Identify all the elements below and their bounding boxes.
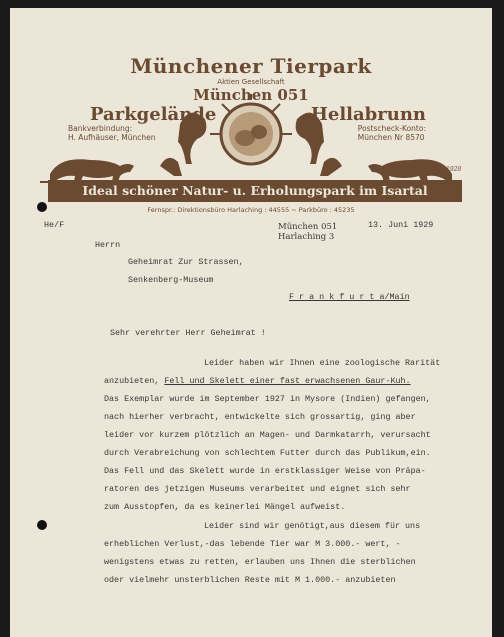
small-mark: 1928 — [446, 166, 462, 173]
body-text-underlined: Fell und Skelett einer fast erwachsenen Gaur-Kuh. — [164, 376, 411, 386]
body-line: Das Exemplar wurde im September 1927 in Mysore (Indien) gefangen, — [104, 394, 431, 404]
sender-place: München 051 — [278, 222, 338, 232]
punch-hole-icon — [37, 202, 47, 212]
recipient-city: F r a n k f u r t a/Main — [289, 292, 410, 302]
letterhead-city: München 051 — [193, 86, 309, 104]
punch-hole-icon — [37, 520, 47, 530]
body-line: erheblichen Verlust,-das lebende Tier war M 3.000.- wert, - — [104, 539, 401, 549]
reference: He/F — [44, 220, 65, 230]
addressee-name: Geheimrat Zur Strassen, — [128, 257, 244, 267]
letterhead-subtitle: Aktien Gesellschaft — [217, 78, 285, 86]
bank-info — [68, 124, 156, 142]
salutation: Sehr verehrter Herr Geheimrat ! — [110, 328, 266, 338]
body-line: leider vor kurzem plötzlich an Magen- und Darmkatarrh, verursacht — [104, 430, 431, 440]
bank-value: H. Aufhäuser, München — [68, 133, 156, 142]
body-line: wenigstens etwas zu retten, erlauben uns Ihnen die sterblichen — [104, 557, 416, 567]
phone-line: Fernspr.: Direktionsbüro Harlaching : 44555 ~ Parkbüro : 45235 — [147, 206, 355, 214]
letter-page — [10, 8, 492, 637]
letter-date: 13. Juni 1929 — [368, 220, 434, 230]
body-line: Leider haben wir Ihnen eine zoologische Rarität — [204, 358, 441, 368]
body-line: oder vielmehr unsterblichen Reste mit M 1.000.- anzubieten — [104, 575, 396, 585]
body-line: Leider sind wir genötigt,aus diesem für uns — [204, 521, 421, 531]
sender-district: Harlaching 3 — [278, 232, 335, 242]
bank-label: Bankverbindung: — [68, 124, 133, 133]
body-line: nach hierher verbracht, entwickelte sich grossartig, ging aber — [104, 412, 416, 422]
postcheck-info — [358, 124, 426, 142]
slogan-banner: Ideal schöner Natur- u. Erholungspark im Isartal — [48, 180, 462, 202]
postcheck-value: München Nr 8570 — [357, 133, 425, 142]
body-text: anzubieten, — [104, 376, 165, 386]
letterhead-park-right: Hellabrunn — [310, 104, 426, 125]
addressee-org: Senkenberg-Museum — [128, 275, 214, 285]
postcheck-label: Postscheck-Konto: — [357, 124, 426, 133]
body-line: durch Verabreichung von schlechtem Futter durch das Publikum,ein. — [104, 448, 431, 458]
letterhead-park-left: Parkgelände — [90, 104, 217, 125]
body-line: ratoren des jetzigen Museums verarbeitet und eignet sich sehr — [104, 484, 411, 494]
addressee-salutation: Herrn — [95, 240, 121, 250]
letterhead-title: Münchener Tierpark — [130, 54, 372, 78]
body-line — [104, 376, 411, 386]
body-line: Das Fell und das Skelett wurde in erstklassiger Weise von Präpa- — [104, 466, 426, 476]
body-line: zum Ausstopfen, da es keinerlei Mängel aufweist. — [104, 502, 346, 512]
